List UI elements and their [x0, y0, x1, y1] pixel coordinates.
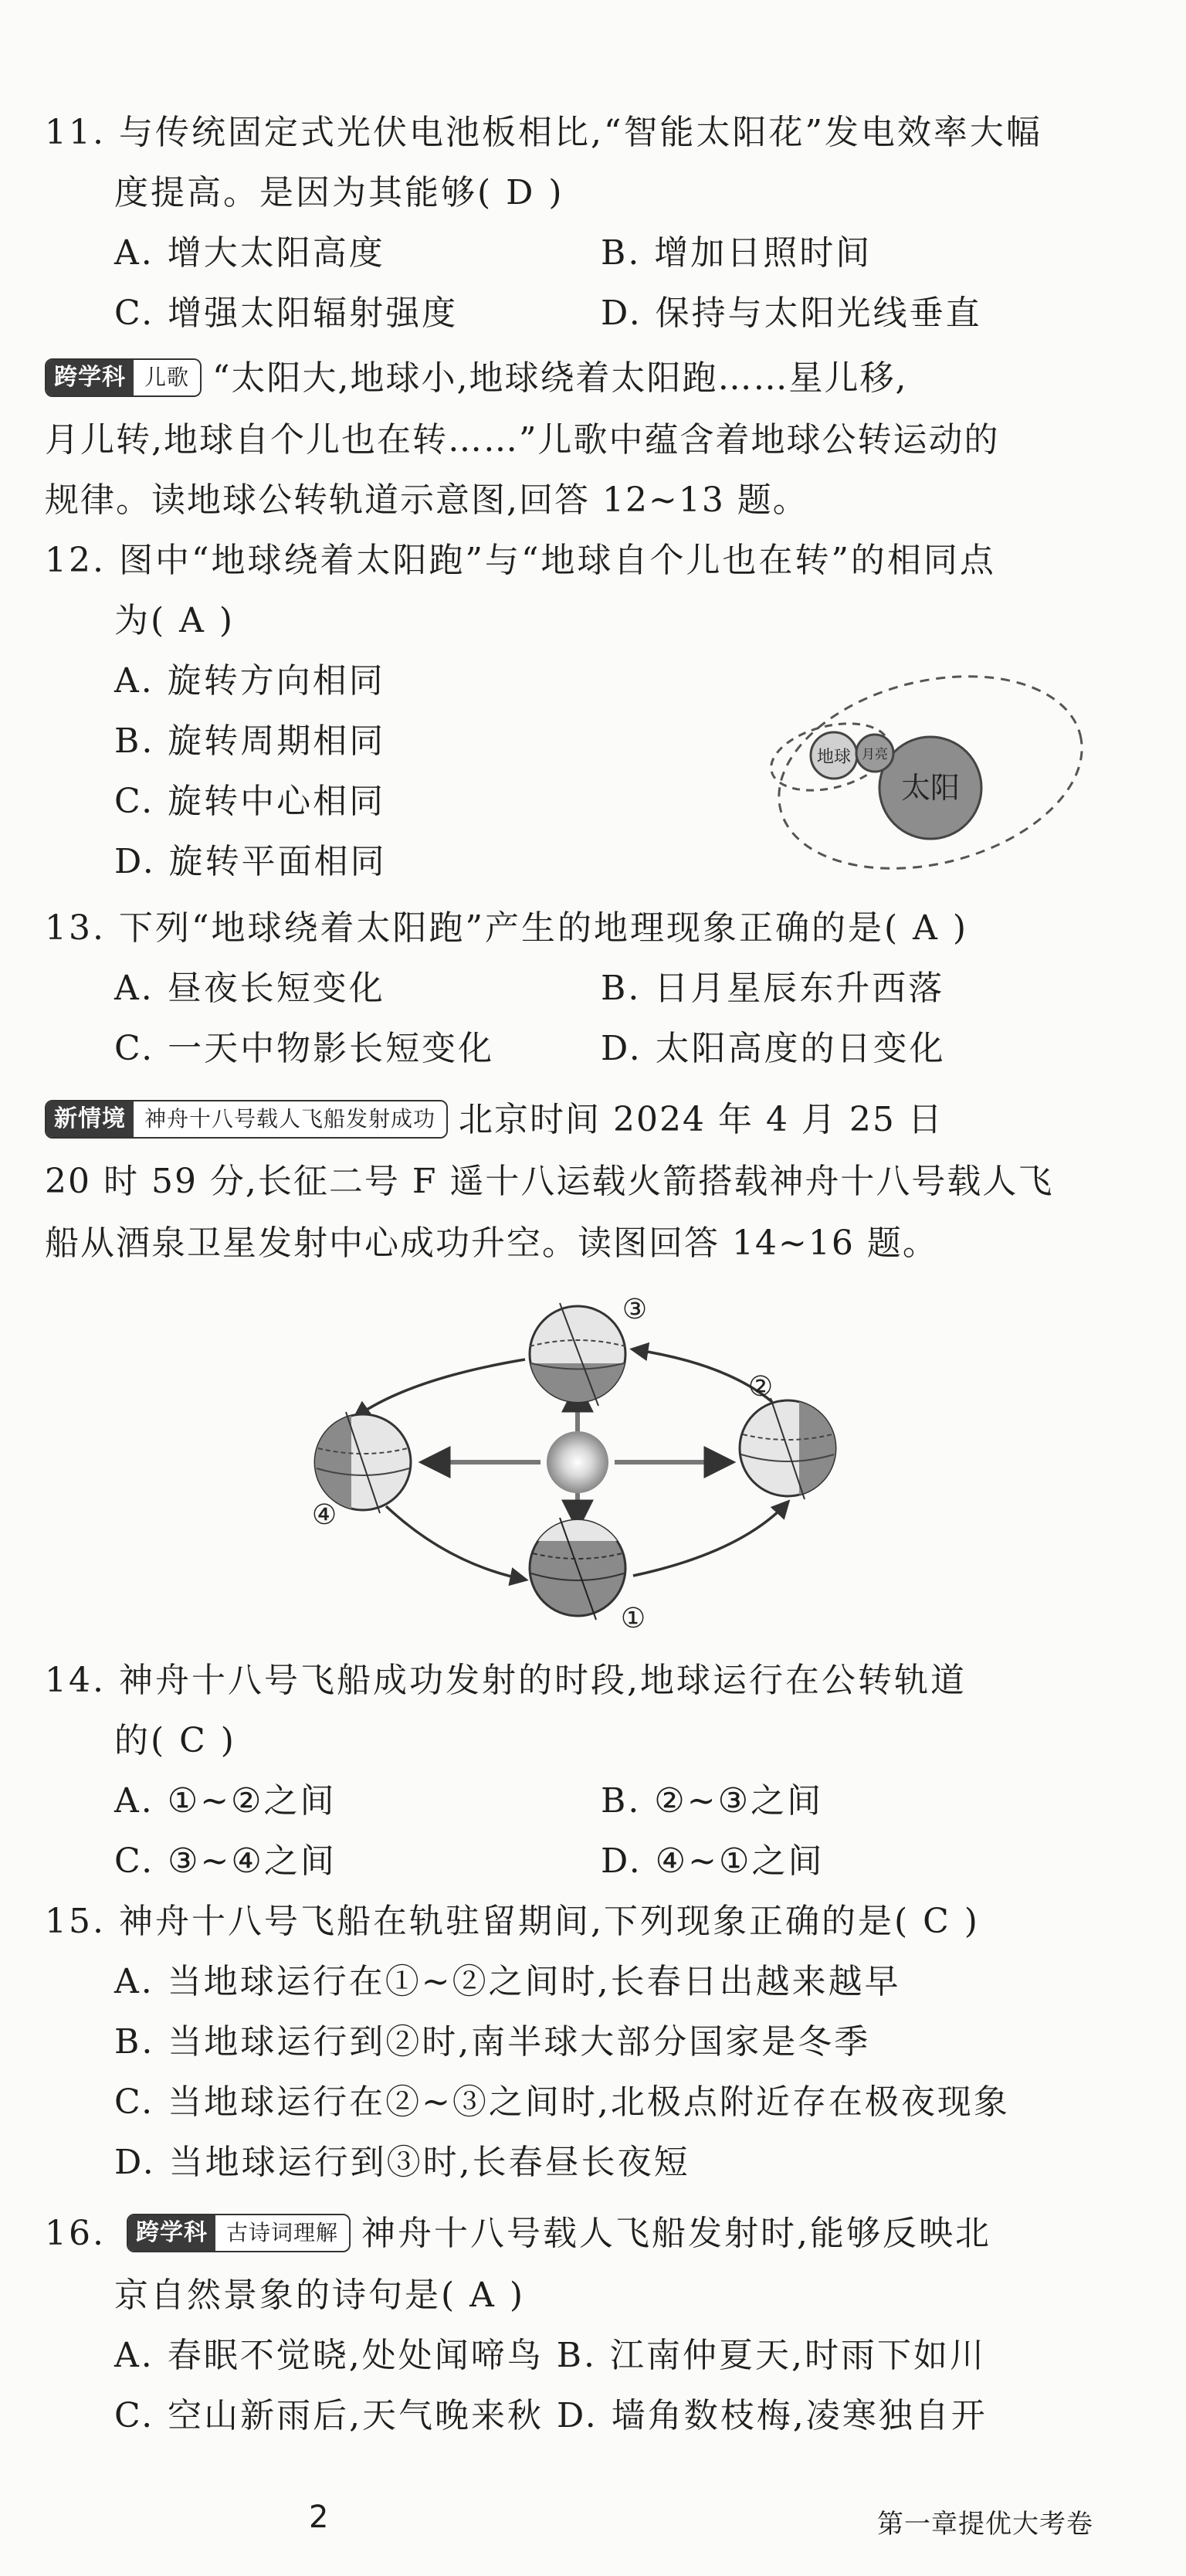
- q16-tag: [127, 2214, 351, 2252]
- q11-option-b: B. 增加日照时间: [601, 233, 873, 273]
- orbit-arc-1-to-2: [633, 1502, 788, 1576]
- q16-stem-line1: [45, 2211, 991, 2257]
- earth-label: 地球: [816, 748, 852, 767]
- q16-tag-topic: 古诗词理解: [215, 2215, 349, 2251]
- q12-option-a: A. 旋转方向相同: [114, 661, 385, 701]
- intro2-tag-topic: 神舟十八号载人飞船发射成功: [134, 1101, 446, 1137]
- q15-option-b: B. 当地球运行到②时,南半球大部分国家是冬季: [114, 2022, 871, 2062]
- revolution-orbit-diagram: [293, 1286, 865, 1641]
- q11-stem-line1: 11. 与传统固定式光伏电池板相比,“智能太阳花”发电效率大幅: [45, 113, 1042, 152]
- intro1-tag: [45, 358, 202, 397]
- orbit-arc-4-to-1: [386, 1506, 525, 1580]
- q13-option-d: D. 太阳高度的日变化: [601, 1029, 946, 1068]
- q12-stem-line1: 12. 图中“地球绕着太阳跑”与“地球自个儿也在转”的相同点: [45, 541, 996, 580]
- moon-label: 月亮: [862, 747, 888, 762]
- q12-option-b: B. 旋转周期相同: [114, 721, 386, 761]
- intro2-text-line1: 北京时间 2024 年 4 月 25 日: [459, 1100, 944, 1139]
- q12-option-d: D. 旋转平面相同: [114, 842, 387, 881]
- q14-stem-line2: 的( C ): [114, 1721, 236, 1760]
- q14-option-a: A. ①~②之间: [114, 1781, 337, 1821]
- intro1-text-line1: “太阳大,地球小,地球绕着太阳跑……星儿移,: [212, 358, 908, 398]
- earth-position-3: [525, 1303, 633, 1410]
- q14-option-b: B. ②~③之间: [601, 1781, 824, 1821]
- intro2-line1: [45, 1097, 944, 1143]
- earth-position-1: [525, 1514, 633, 1620]
- footer-title: 第一章提优大考卷: [877, 2509, 1093, 2540]
- q13-option-b: B. 日月星辰东升西落: [601, 969, 945, 1008]
- q14-stem-line1: 14. 神舟十八号飞船成功发射的时段,地球运行在公转轨道: [45, 1661, 967, 1700]
- intro1-tag-topic: 儿歌: [134, 360, 200, 395]
- orbit-diagram-small: [753, 657, 1123, 881]
- q15-option-c: C. 当地球运行在②~③之间时,北极点附近存在极夜现象: [114, 2082, 1010, 2122]
- q13-stem: 13. 下列“地球绕着太阳跑”产生的地理现象正确的是( A ): [45, 908, 969, 948]
- intro1-line3: 规律。读地球公转轨道示意图,回答 12~13 题。: [45, 480, 808, 520]
- intro2-line2: 20 时 59 分,长征二号 F 遥十八运载火箭搭载神舟十八号载人飞: [45, 1162, 1054, 1201]
- intro2-line3: 船从酒泉卫星发射中心成功升空。读图回答 14~16 题。: [45, 1224, 938, 1263]
- q16-options-ab: A. 春眠不觉晓,处处闻啼鸟 B. 江南仲夏天,时雨下如川: [114, 2336, 987, 2375]
- q15-option-d: D. 当地球运行到③时,长春昼长夜短: [114, 2143, 690, 2182]
- intro1-line1: [45, 355, 907, 402]
- q13-option-c: C. 一天中物影长短变化: [114, 1029, 495, 1068]
- q11-option-c: C. 增强太阳辐射强度: [114, 294, 459, 333]
- intro2-tag: [45, 1100, 448, 1139]
- q16-number: 16.: [45, 2214, 106, 2253]
- q12-stem-line2: 为( A ): [114, 601, 236, 640]
- q15-option-a: A. 当地球运行在①~②之间时,长春日出越来越早: [114, 1962, 901, 2001]
- q11-stem-line2: 度提高。是因为其能够( D ): [114, 173, 564, 212]
- q14-option-c: C. ③~④之间: [114, 1841, 337, 1881]
- page-number: 2: [309, 2500, 329, 2535]
- intro2-tag-type: 新情境: [46, 1101, 134, 1137]
- q16-tag-subject: 跨学科: [128, 2215, 215, 2251]
- label-position-4: ④: [311, 1499, 337, 1531]
- q11-option-d: D. 保持与太阳光线垂直: [601, 294, 982, 333]
- q16-options-cd: C. 空山新雨后,天气晚来秋 D. 墙角数枝梅,凌寒独自开: [114, 2396, 988, 2435]
- sun-icon: [547, 1431, 608, 1493]
- sun-label: 太阳: [900, 771, 961, 805]
- q12-option-c: C. 旋转中心相同: [114, 782, 386, 821]
- intro1-line2: 月儿转,地球自个儿也在转……”儿歌中蕴含着地球公转运动的: [45, 420, 1000, 460]
- q15-stem: 15. 神舟十八号飞船在轨驻留期间,下列现象正确的是( C ): [45, 1902, 980, 1941]
- q16-stem-line2: 京自然景象的诗句是( A ): [114, 2276, 526, 2315]
- orbit-arc-3-to-4: [355, 1359, 525, 1417]
- q11-option-a: A. 增大太阳高度: [114, 233, 385, 273]
- earth-position-2: [740, 1394, 845, 1502]
- q13-option-a: A. 昼夜长短变化: [114, 969, 385, 1008]
- label-position-2: ②: [747, 1371, 774, 1403]
- label-position-1: ①: [620, 1603, 646, 1634]
- label-position-3: ③: [622, 1294, 648, 1325]
- q16-text-line1: 神舟十八号载人飞船发射时,能够反映北: [361, 2214, 991, 2253]
- intro1-tag-subject: 跨学科: [46, 360, 134, 395]
- q14-option-d: D. ④~①之间: [601, 1841, 825, 1881]
